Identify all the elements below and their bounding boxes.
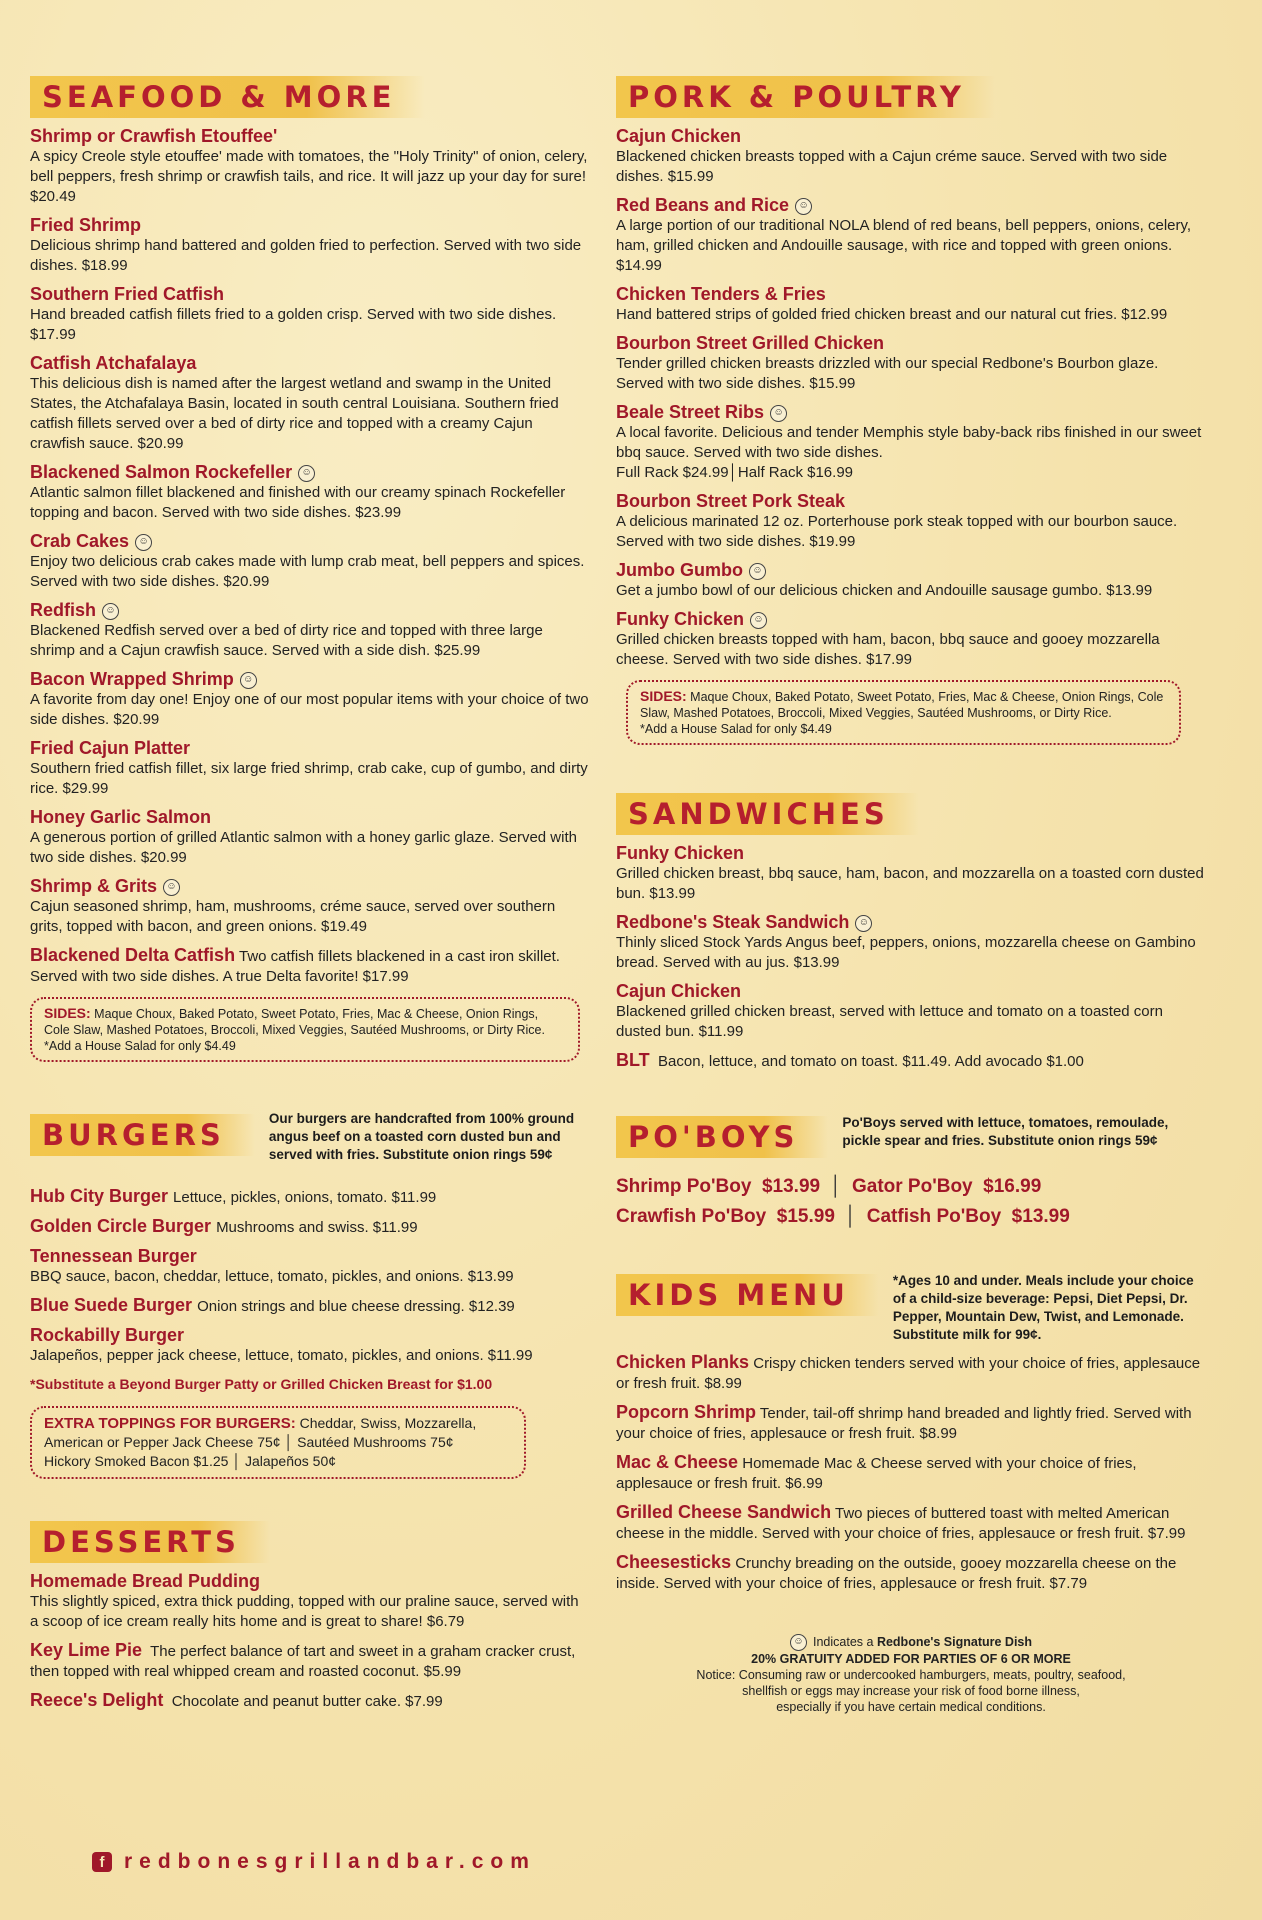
item-name: Bourbon Street Pork Steak xyxy=(616,491,846,511)
menu-item xyxy=(30,1246,590,1287)
website-link[interactable] xyxy=(92,1850,536,1874)
notice-line: shellfish or eggs may increase your risk of food borne illness, xyxy=(742,1684,1080,1699)
sides-text: Maque Choux, Baked Potato, Sweet Potato, Fries, Mac & Cheese, Onion Rings, Cole Slaw, Mashed Potatoes, Broccoli, Mixed Veggies, Sautéed Mushrooms, or Dirty Rice. xyxy=(44,1007,545,1037)
left-column xyxy=(30,76,590,1712)
item-desc: Get a jumbo bowl of our delicious chicken and Andouille sausage gumbo. $13.99 xyxy=(616,582,1153,599)
menu-item xyxy=(30,738,590,799)
menu-item xyxy=(30,807,590,868)
signature-dish-icon: ☺ xyxy=(163,879,180,896)
item-desc-text: Chocolate and peanut butter cake. $7.99 xyxy=(171,1693,443,1710)
item-desc xyxy=(616,1352,1206,1394)
kids-heading: KIDS MENU xyxy=(616,1274,879,1316)
poboys-note: Po'Boys served with lettuce, tomatoes, remoulade, pickle spear and fries. Substitute onion rings 59¢ xyxy=(842,1115,1169,1148)
item-desc: This delicious dish is named after the largest wetland and swamp in the United States, the Atchafalaya Basin, located in south central Louisiana. Southern fried catfish fillets served over a bed of dirty rice and topped with a creamy Cajun crawfish sauce. $20.99 xyxy=(30,375,559,452)
menu-item xyxy=(30,1295,590,1317)
poboy-item: Shrimp Po'Boy $13.99 xyxy=(616,1176,821,1197)
menu-item xyxy=(30,353,590,454)
item-name: Rockabilly Burger xyxy=(30,1325,185,1345)
item-name: Cheesesticks xyxy=(616,1552,732,1572)
toppings-box xyxy=(30,1406,526,1479)
item-desc xyxy=(30,945,590,987)
notice-line: Notice: Consuming raw or undercooked hamburgers, meats, poultry, seafood, xyxy=(696,1668,1126,1683)
item-name xyxy=(616,912,1206,933)
item-desc-text: Bacon, lettuce, and tomato on toast. $11.49. Add avocado $1.00 xyxy=(658,1053,1084,1070)
facebook-icon[interactable]: f xyxy=(92,1852,112,1872)
item-desc: Blackened grilled chicken breast, served with lettuce and tomato on a toasted corn dusted bun. $11.99 xyxy=(616,1003,1163,1040)
item-name: Shrimp or Crawfish Etouffee' xyxy=(30,126,278,146)
item-name: Bourbon Street Grilled Chicken xyxy=(616,333,885,353)
item-name xyxy=(30,531,590,552)
sides-salad: *Add a House Salad for only $4.49 xyxy=(640,722,832,736)
right-column xyxy=(616,76,1206,1715)
item-name: Funky Chicken xyxy=(616,843,745,863)
item-name xyxy=(30,1295,590,1317)
signature-dish-icon: ☺ xyxy=(795,198,812,215)
menu-item xyxy=(30,1571,590,1632)
signature-dish-icon: ☺ xyxy=(102,603,119,620)
item-name xyxy=(30,876,590,897)
signature-dish-icon: ☺ xyxy=(750,612,767,629)
menu-item xyxy=(616,1502,1206,1544)
item-desc-text: Homemade Mac & Cheese served with your choice of fries, applesauce or fresh fruit. $6.99 xyxy=(616,1455,1137,1492)
item-name-text: Jumbo Gumbo xyxy=(616,560,743,580)
item-name-text: Redbone's Steak Sandwich xyxy=(616,912,850,932)
poboy-item: Gator Po'Boy $16.99 xyxy=(851,1176,1042,1197)
item-desc: Delicious shrimp hand battered and golden fried to perfection. Served with two side dishes. $18.99 xyxy=(30,237,582,274)
menu-item xyxy=(616,402,1206,483)
menu-item xyxy=(616,126,1206,187)
item-desc: Mushrooms and swiss. $11.99 xyxy=(216,1219,418,1236)
item-name: Popcorn Shrimp xyxy=(616,1402,757,1422)
substitute-note: *Substitute a Beyond Burger Patty or Grilled Chicken Breast for $1.00 xyxy=(30,1376,493,1392)
menu-item xyxy=(616,981,1206,1042)
poboy-row xyxy=(616,1202,1206,1232)
item-desc xyxy=(616,1552,1206,1594)
item-desc: Thinly sliced Stock Yards Angus beef, peppers, onions, mozzarella cheese on Gambino bread. Served with au jus. $13.99 xyxy=(616,934,1196,971)
item-desc: Atlantic salmon fillet blackened and finished with our creamy spinach Rockefeller topping and bacon. Served with two side dishes. $23.99 xyxy=(30,484,566,521)
item-name: Reece's Delight xyxy=(30,1690,164,1710)
menu-item xyxy=(616,491,1206,552)
item-desc xyxy=(616,1402,1206,1444)
menu-item xyxy=(616,843,1206,904)
item-desc: This slightly spiced, extra thick pudding, topped with our praline sauce, served with a scoop of ice cream really hits home and is great to share! $6.79 xyxy=(30,1593,579,1630)
item-desc: A local favorite. Delicious and tender Memphis style baby-back ribs finished in our sweet bbq sauce. Served with two side dishes. xyxy=(616,424,1202,461)
signature-dish-icon: ☺ xyxy=(749,563,766,580)
item-desc: Southern fried catfish fillet, six large fried shrimp, crab cake, cup of gumbo, and dirty rice. $29.99 xyxy=(30,760,588,797)
gratuity-note xyxy=(616,1651,1206,1667)
sides-label: SIDES: xyxy=(44,1005,91,1021)
item-desc: Lettuce, pickles, onions, tomato. $11.99 xyxy=(173,1189,437,1206)
pork-heading: PORK & POULTRY xyxy=(616,76,995,118)
item-desc: A delicious marinated 12 oz. Porterhouse pork steak topped with our bourbon sauce. Served with two side dishes. $19.99 xyxy=(616,513,1178,550)
website-url[interactable]: redbonesgrillandbar.com xyxy=(124,1850,536,1873)
menu-item xyxy=(616,1452,1206,1494)
item-name: Mac & Cheese xyxy=(616,1452,739,1472)
burgers-heading: BURGERS xyxy=(30,1114,255,1156)
gratuity-text: 20% GRATUITY ADDED FOR PARTIES OF 6 OR MORE xyxy=(751,1652,1071,1667)
item-desc xyxy=(30,1640,590,1682)
signature-dish-icon: ☺ xyxy=(240,672,257,689)
toppings-line: Cheddar, Swiss, Mozzarella, xyxy=(299,1415,477,1431)
separator: │ xyxy=(830,1176,842,1197)
item-name: Tennessean Burger xyxy=(30,1246,197,1266)
item-desc: Blackened Redfish served over a bed of dirty rice and topped with three large shrimp and a Cajun crawfish sauce. Served with a side dish. $25.99 xyxy=(30,622,543,659)
poboy-row xyxy=(616,1172,1206,1202)
menu-item xyxy=(30,531,590,592)
item-name xyxy=(616,609,1206,630)
item-name xyxy=(616,195,1206,216)
toppings-label: EXTRA TOPPINGS FOR BURGERS: xyxy=(44,1415,296,1432)
item-name-text: Blackened Salmon Rockefeller xyxy=(30,462,293,482)
item-name xyxy=(30,462,590,483)
item-name-text: Hub City Burger xyxy=(30,1186,169,1206)
item-desc-text: Crispy chicken tenders served with your choice of fries, applesauce or fresh fruit. $8.99 xyxy=(616,1355,1201,1392)
legend-text: Indicates a xyxy=(812,1635,874,1649)
poboys-header xyxy=(616,1114,1206,1158)
menu-item xyxy=(616,1402,1206,1444)
item-name: BLT xyxy=(616,1050,650,1070)
signature-dish-icon: ☺ xyxy=(135,534,152,551)
toppings-line: Hickory Smoked Bacon $1.25 │ Jalapeños 50¢ xyxy=(44,1453,337,1469)
menu-item xyxy=(30,215,590,276)
item-name: Honey Garlic Salmon xyxy=(30,807,212,827)
item-name xyxy=(30,1216,590,1238)
item-name: Grilled Cheese Sandwich xyxy=(616,1502,832,1522)
kids-note: *Ages 10 and under. Meals include your choice of a child-size beverage: Pepsi, Diet Pepsi, Dr. Pepper, Mountain Dew, Twist, and Lemonade. Substitute milk for 99¢. xyxy=(892,1273,1194,1342)
menu-item xyxy=(616,333,1206,394)
item-name xyxy=(30,600,590,621)
signature-dish-icon: ☺ xyxy=(298,465,315,482)
item-desc xyxy=(616,1502,1206,1544)
item-name: Southern Fried Catfish xyxy=(30,284,225,304)
separator: │ xyxy=(844,1206,857,1227)
menu-item xyxy=(30,1216,590,1238)
desserts-heading: DESSERTS xyxy=(30,1521,270,1563)
item-desc: A generous portion of grilled Atlantic salmon with a honey garlic glaze. Served with two side dishes. $20.99 xyxy=(30,829,577,866)
sandwiches-heading: SANDWICHES xyxy=(616,793,919,835)
item-name-text: Beale Street Ribs xyxy=(616,402,765,422)
item-desc: Grilled chicken breast, bbq sauce, ham, bacon, and mozzarella on a toasted corn dusted bun. $13.99 xyxy=(616,865,1204,902)
item-desc-text: The perfect balance of tart and sweet in a graham cracker crust, then topped with real whipped cream and roasted coconut. $5.99 xyxy=(30,1643,576,1680)
menu-item xyxy=(30,945,590,987)
item-name-text: Golden Circle Burger xyxy=(30,1216,212,1236)
item-desc-text: Two pieces of buttered toast with melted American cheese in the middle. Served with your choice of fries, applesauce or fresh fruit. $7.99 xyxy=(616,1505,1186,1542)
menu-item xyxy=(30,462,590,523)
signature-dish-icon: ☺ xyxy=(790,1634,807,1651)
poboy-item: Catfish Po'Boy $13.99 xyxy=(866,1206,1070,1227)
sides-box xyxy=(626,680,1181,745)
item-name: Cajun Chicken xyxy=(616,981,742,1001)
item-desc xyxy=(30,1690,590,1712)
item-desc: Jalapeños, pepper jack cheese, lettuce, tomato, pickles, and onions. $11.99 xyxy=(30,1347,533,1364)
item-desc-text: Crunchy breading on the outside, gooey mozzarella cheese on the inside. Served with your choice of fries, applesauce or fresh fruit. $7.79 xyxy=(616,1555,1177,1592)
menu-item xyxy=(30,876,590,937)
sides-salad: *Add a House Salad for only $4.49 xyxy=(44,1039,236,1053)
item-desc: Hand battered strips of golded fried chicken breast and our natural cut fries. $12.99 xyxy=(616,306,1168,323)
item-name: Chicken Tenders & Fries xyxy=(616,284,826,304)
toppings-line: American or Pepper Jack Cheese 75¢ │ Sautéed Mushrooms 75¢ xyxy=(44,1434,454,1450)
menu-item xyxy=(616,609,1206,670)
menu-item xyxy=(30,1690,590,1712)
sides-label: SIDES: xyxy=(640,688,687,704)
signature-dish-icon: ☺ xyxy=(770,405,787,422)
signature-dish-icon: ☺ xyxy=(855,915,872,932)
item-name: Catfish Atchafalaya xyxy=(30,353,197,373)
poboy-item: Crawfish Po'Boy $15.99 xyxy=(616,1206,835,1227)
menu-item xyxy=(30,1186,590,1208)
footer-notes xyxy=(616,1634,1206,1715)
item-desc: Tender grilled chicken breasts drizzled with our special Redbone's Bourbon glaze. Served with two side dishes. $15.99 xyxy=(616,355,1159,392)
menu-item xyxy=(30,669,590,730)
poboys-list xyxy=(616,1172,1206,1232)
item-desc: Cajun seasoned shrimp, ham, mushrooms, créme sauce, served over southern grits, topped with bacon, and green onions. $19.49 xyxy=(30,898,556,935)
sides-box xyxy=(30,997,580,1062)
item-desc: Onion strings and blue cheese dressing. $12.39 xyxy=(197,1298,515,1315)
item-name xyxy=(616,560,1206,581)
sides-text: Maque Choux, Baked Potato, Sweet Potato, Fries, Mac & Cheese, Onion Rings, Cole Slaw, Mashed Potatoes, Broccoli, Mixed Veggies, Sautéed Mushrooms, or Dirty Rice. xyxy=(640,690,1164,720)
item-name: Fried Cajun Platter xyxy=(30,738,191,758)
item-desc: Blackened chicken breasts topped with a Cajun créme sauce. Served with two side dishes. $15.99 xyxy=(616,148,1168,185)
item-name: Cajun Chicken xyxy=(616,126,742,146)
item-name: Chicken Planks xyxy=(616,1352,750,1372)
menu-item xyxy=(30,1325,590,1366)
menu-item xyxy=(616,1352,1206,1394)
kids-header xyxy=(616,1272,1206,1344)
item-desc-text: Two catfish fillets blackened in a cast iron skillet. Served with two side dishes. A true Delta favorite! $17.99 xyxy=(30,948,560,985)
item-desc: A spicy Creole style etouffee' made with tomatoes, the "Holy Trinity" of onion, celery, bell peppers, fresh shrimp or crawfish tails, and rice. It will jazz up your day for sure! $20.49 xyxy=(30,148,588,205)
item-name xyxy=(30,1186,590,1208)
item-desc: Enjoy two delicious crab cakes made with lump crab meat, bell peppers and spices. Served with two side dishes. $20.99 xyxy=(30,553,585,590)
item-name-text: Blue Suede Burger xyxy=(30,1295,193,1315)
legend-signature: Redbone's Signature Dish xyxy=(876,1635,1033,1649)
burgers-header xyxy=(30,1110,590,1164)
menu-item xyxy=(616,195,1206,276)
item-desc xyxy=(616,1452,1206,1494)
item-desc-prices: Full Rack $24.99│Half Rack $16.99 xyxy=(616,464,853,481)
item-name-text: Shrimp & Grits xyxy=(30,876,158,896)
item-name-text: Crab Cakes xyxy=(30,531,130,551)
item-desc-text: Tender, tail-off shrimp hand breaded and lightly fried. Served with your choice of fries, applesauce or fresh fruit. $8.99 xyxy=(616,1405,1192,1442)
item-name-text: Funky Chicken xyxy=(616,609,745,629)
item-name: Homemade Bread Pudding xyxy=(30,1571,261,1591)
menu-item xyxy=(616,284,1206,325)
item-name: Blackened Delta Catfish xyxy=(30,945,236,965)
menu-item xyxy=(30,284,590,345)
item-name-text: Red Beans and Rice xyxy=(616,195,790,215)
item-desc: Grilled chicken breasts topped with ham, bacon, bbq sauce and gooey mozzarella cheese. Served with two side dishes. $17.99 xyxy=(616,631,1160,668)
menu-item xyxy=(616,912,1206,973)
item-desc: A favorite from day one! Enjoy one of our most popular items with your choice of two side dishes. $20.99 xyxy=(30,691,589,728)
burgers-note: Our burgers are handcrafted from 100% ground angus beef on a toasted corn dusted bun and served with fries. Substitute onion rings 59¢ xyxy=(268,1111,575,1162)
item-name-text: Bacon Wrapped Shrimp xyxy=(30,669,234,689)
item-desc: BBQ sauce, bacon, cheddar, lettuce, tomato, pickles, and onions. $13.99 xyxy=(30,1268,514,1285)
signature-legend xyxy=(616,1634,1206,1651)
item-name-text: Redfish xyxy=(30,600,97,620)
item-name xyxy=(30,669,590,690)
item-desc: A large portion of our traditional NOLA blend of red beans, bell peppers, onions, celery, ham, grilled chicken and Andouille sausage, with rice and topped with green onions. $14.99 xyxy=(616,217,1192,274)
menu-item xyxy=(616,1050,1206,1072)
poboys-heading: PO'BOYS xyxy=(616,1116,828,1158)
menu-item xyxy=(30,600,590,661)
item-name: Key Lime Pie xyxy=(30,1640,143,1660)
item-name: Fried Shrimp xyxy=(30,215,142,235)
seafood-heading: SEAFOOD & MORE xyxy=(30,76,425,118)
item-desc: Hand breaded catfish fillets fried to a golden crisp. Served with two side dishes. $17.99 xyxy=(30,306,557,343)
menu-item xyxy=(30,1640,590,1682)
item-desc xyxy=(616,1050,1206,1072)
notice-line: especially if you have certain medical conditions. xyxy=(776,1700,1046,1715)
menu-item xyxy=(616,1552,1206,1594)
menu-item xyxy=(30,126,590,207)
item-name xyxy=(616,402,1206,423)
menu-item xyxy=(616,560,1206,601)
